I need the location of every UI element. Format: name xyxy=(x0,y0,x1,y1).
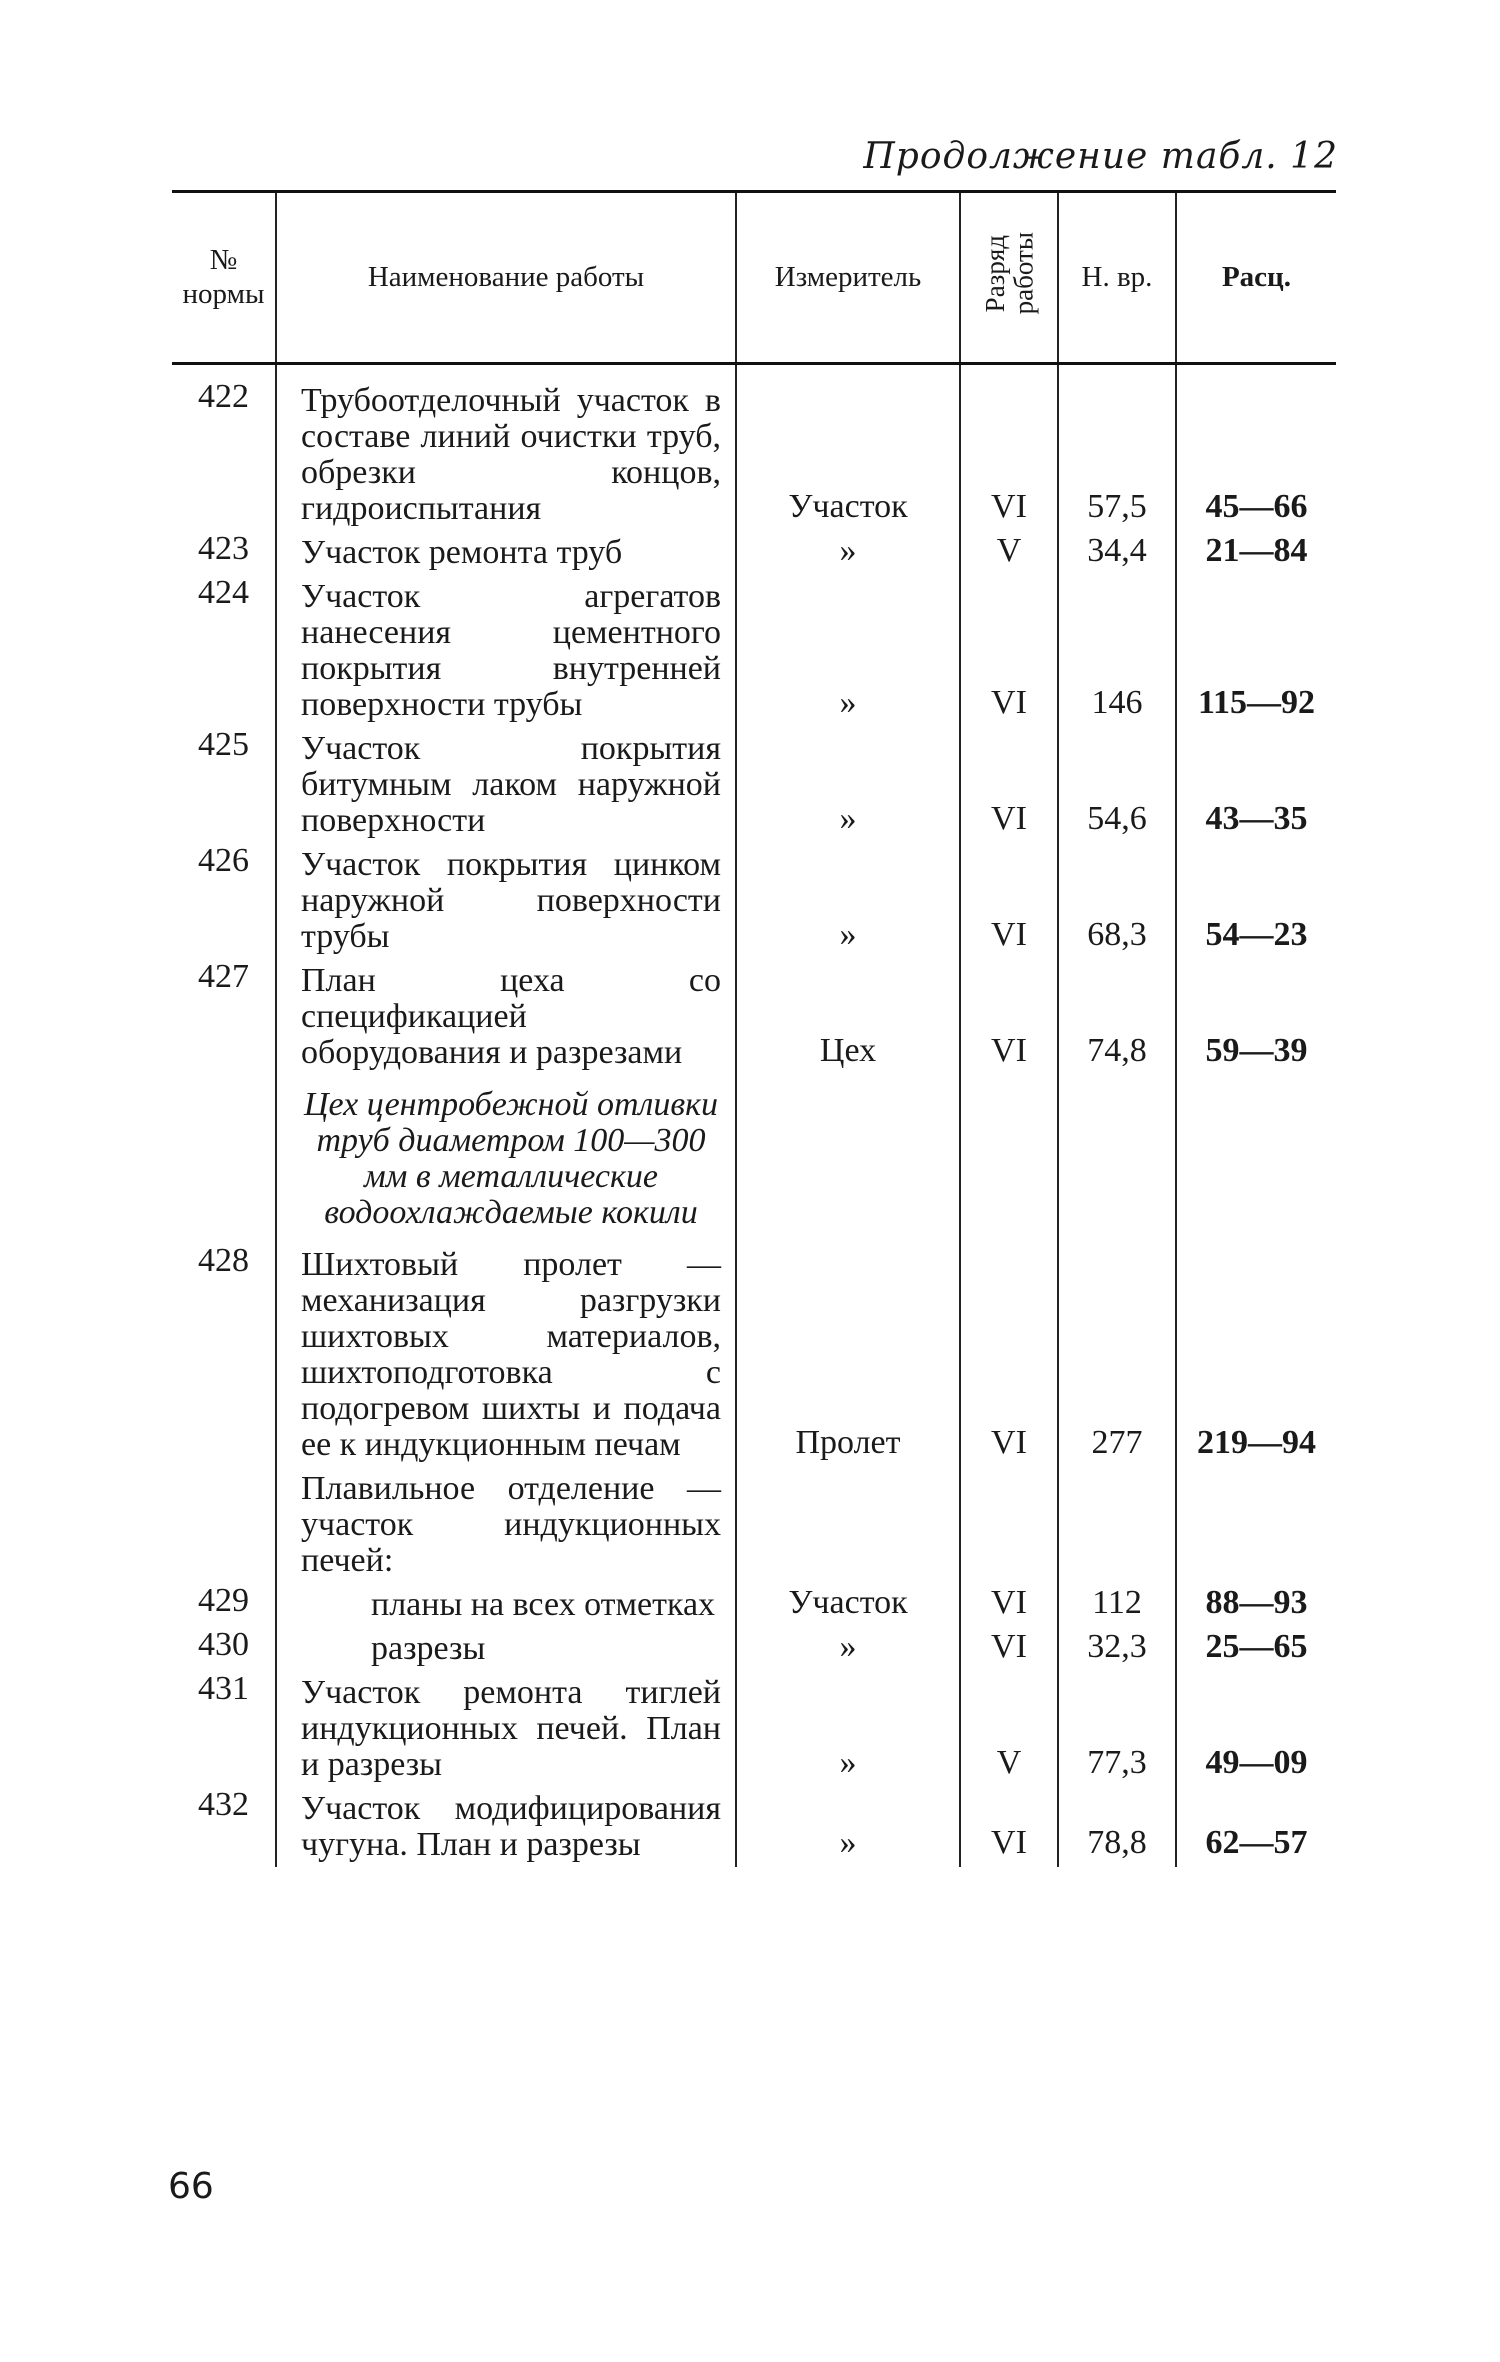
header-norm-number-line1: № xyxy=(209,244,238,277)
measure: » xyxy=(736,575,960,727)
grade: VI xyxy=(960,1243,1058,1467)
rate: 62—57 xyxy=(1176,1787,1336,1867)
work-name: Участок модифицирования чугуна. План и разрезы xyxy=(276,1787,736,1867)
norm-number: 431 xyxy=(198,1670,249,1707)
group-row xyxy=(172,1467,1336,1583)
norm-number: 430 xyxy=(198,1626,249,1663)
norm-number: 432 xyxy=(198,1786,249,1823)
time-norm: 112 xyxy=(1058,1583,1176,1627)
header-grade-line2: работы xyxy=(1008,232,1038,315)
header-work-name: Наименование работы xyxy=(276,192,736,364)
norm-number: 422 xyxy=(198,378,249,415)
grade: VI xyxy=(960,379,1058,531)
measure: » xyxy=(736,531,960,575)
table-row xyxy=(172,575,1336,727)
header-norm-number xyxy=(172,192,276,364)
sub-item-text: планы на всех отметках xyxy=(371,1586,716,1623)
measure: Участок xyxy=(736,379,960,531)
time-norm: 77,3 xyxy=(1058,1671,1176,1787)
page-number: 66 xyxy=(168,2166,214,2207)
spacer-row xyxy=(172,364,1336,380)
work-name: Шихтовый пролет — механизация разгрузки шихтовых материалов, шихтоподготовка с подогревом шихты и подача ее к индукционным печам xyxy=(276,1243,736,1467)
rate: 59—39 xyxy=(1176,959,1336,1075)
work-name: Участок покрытия цинком наружной поверхности трубы xyxy=(276,843,736,959)
norm-number: 429 xyxy=(198,1582,249,1619)
rate: 43—35 xyxy=(1176,727,1336,843)
header-measure: Измеритель xyxy=(736,192,960,364)
norms-table xyxy=(172,190,1336,1867)
table-row xyxy=(172,727,1336,843)
section-row xyxy=(172,1075,1336,1243)
table-row xyxy=(172,531,1336,575)
header-rate: Расц. xyxy=(1176,192,1336,364)
measure: Цех xyxy=(736,959,960,1075)
norm-number: 425 xyxy=(198,726,249,763)
table-row xyxy=(172,1243,1336,1467)
work-name xyxy=(276,1627,736,1671)
measure: Пролет xyxy=(736,1243,960,1467)
table-row xyxy=(172,1627,1336,1671)
sub-item-text: разрезы xyxy=(371,1630,486,1667)
time-norm: 54,6 xyxy=(1058,727,1176,843)
time-norm: 68,3 xyxy=(1058,843,1176,959)
time-norm: 78,8 xyxy=(1058,1787,1176,1867)
time-norm: 34,4 xyxy=(1058,531,1176,575)
measure: » xyxy=(736,1627,960,1671)
rate: 115—92 xyxy=(1176,575,1336,727)
norm-number: 424 xyxy=(198,574,249,611)
rate: 21—84 xyxy=(1176,531,1336,575)
measure: » xyxy=(736,843,960,959)
section-title: Цех центробежной отливки труб диаметром 100—300 мм в металлические водоохлаждаемые кокили xyxy=(276,1075,736,1243)
header-norm-number-line2: нормы xyxy=(182,277,265,310)
work-name: Участок ремонта труб xyxy=(276,531,736,575)
rate: 25—65 xyxy=(1176,1627,1336,1671)
header-time-norm: Н. вр. xyxy=(1058,192,1176,364)
work-name xyxy=(276,1583,736,1627)
time-norm: 74,8 xyxy=(1058,959,1176,1075)
table-row xyxy=(172,959,1336,1075)
rate: 219—94 xyxy=(1176,1243,1336,1467)
norm-number: 427 xyxy=(198,958,249,995)
grade: VI xyxy=(960,959,1058,1075)
rate: 54—23 xyxy=(1176,843,1336,959)
work-name: Участок покрытия битумным лаком наружной поверхности xyxy=(276,727,736,843)
norm-number: 426 xyxy=(198,842,249,879)
measure: » xyxy=(736,1787,960,1867)
grade: VI xyxy=(960,1583,1058,1627)
time-norm: 57,5 xyxy=(1058,379,1176,531)
header-grade-line1: Разряд xyxy=(979,234,1010,312)
grade: V xyxy=(960,531,1058,575)
grade: VI xyxy=(960,575,1058,727)
header-grade xyxy=(960,192,1058,364)
norm-number: 428 xyxy=(198,1242,249,1279)
work-name: Участок агрегатов нанесения цементного покрытия внутренней поверхности трубы xyxy=(276,575,736,727)
table-row xyxy=(172,1671,1336,1787)
grade: VI xyxy=(960,843,1058,959)
group-title: Плавильное отделение — участок индукционных печей: xyxy=(276,1467,736,1583)
table-row xyxy=(172,843,1336,959)
work-name: Участок ремонта тиглей индукционных печей. План и разрезы xyxy=(276,1671,736,1787)
table-row xyxy=(172,1583,1336,1627)
table-row xyxy=(172,1787,1336,1867)
work-name: Трубоотделочный участок в составе линий очистки труб, обрезки концов, гидроиспытания xyxy=(276,379,736,531)
table-row xyxy=(172,379,1336,531)
norm-number: 423 xyxy=(198,530,249,567)
table-header-row xyxy=(172,192,1336,364)
rate: 45—66 xyxy=(1176,379,1336,531)
rate: 49—09 xyxy=(1176,1671,1336,1787)
time-norm: 277 xyxy=(1058,1243,1176,1467)
grade: VI xyxy=(960,1787,1058,1867)
time-norm: 32,3 xyxy=(1058,1627,1176,1671)
grade: VI xyxy=(960,1627,1058,1671)
work-name: План цеха со спецификацией оборудования и разрезами xyxy=(276,959,736,1075)
rate: 88—93 xyxy=(1176,1583,1336,1627)
header-grade-text xyxy=(981,232,1038,314)
table-continuation-caption: Продолжение табл. 12 xyxy=(863,136,1338,177)
time-norm: 146 xyxy=(1058,575,1176,727)
grade: V xyxy=(960,1671,1058,1787)
measure: Участок xyxy=(736,1583,960,1627)
measure: » xyxy=(736,1671,960,1787)
grade: VI xyxy=(960,727,1058,843)
measure: » xyxy=(736,727,960,843)
